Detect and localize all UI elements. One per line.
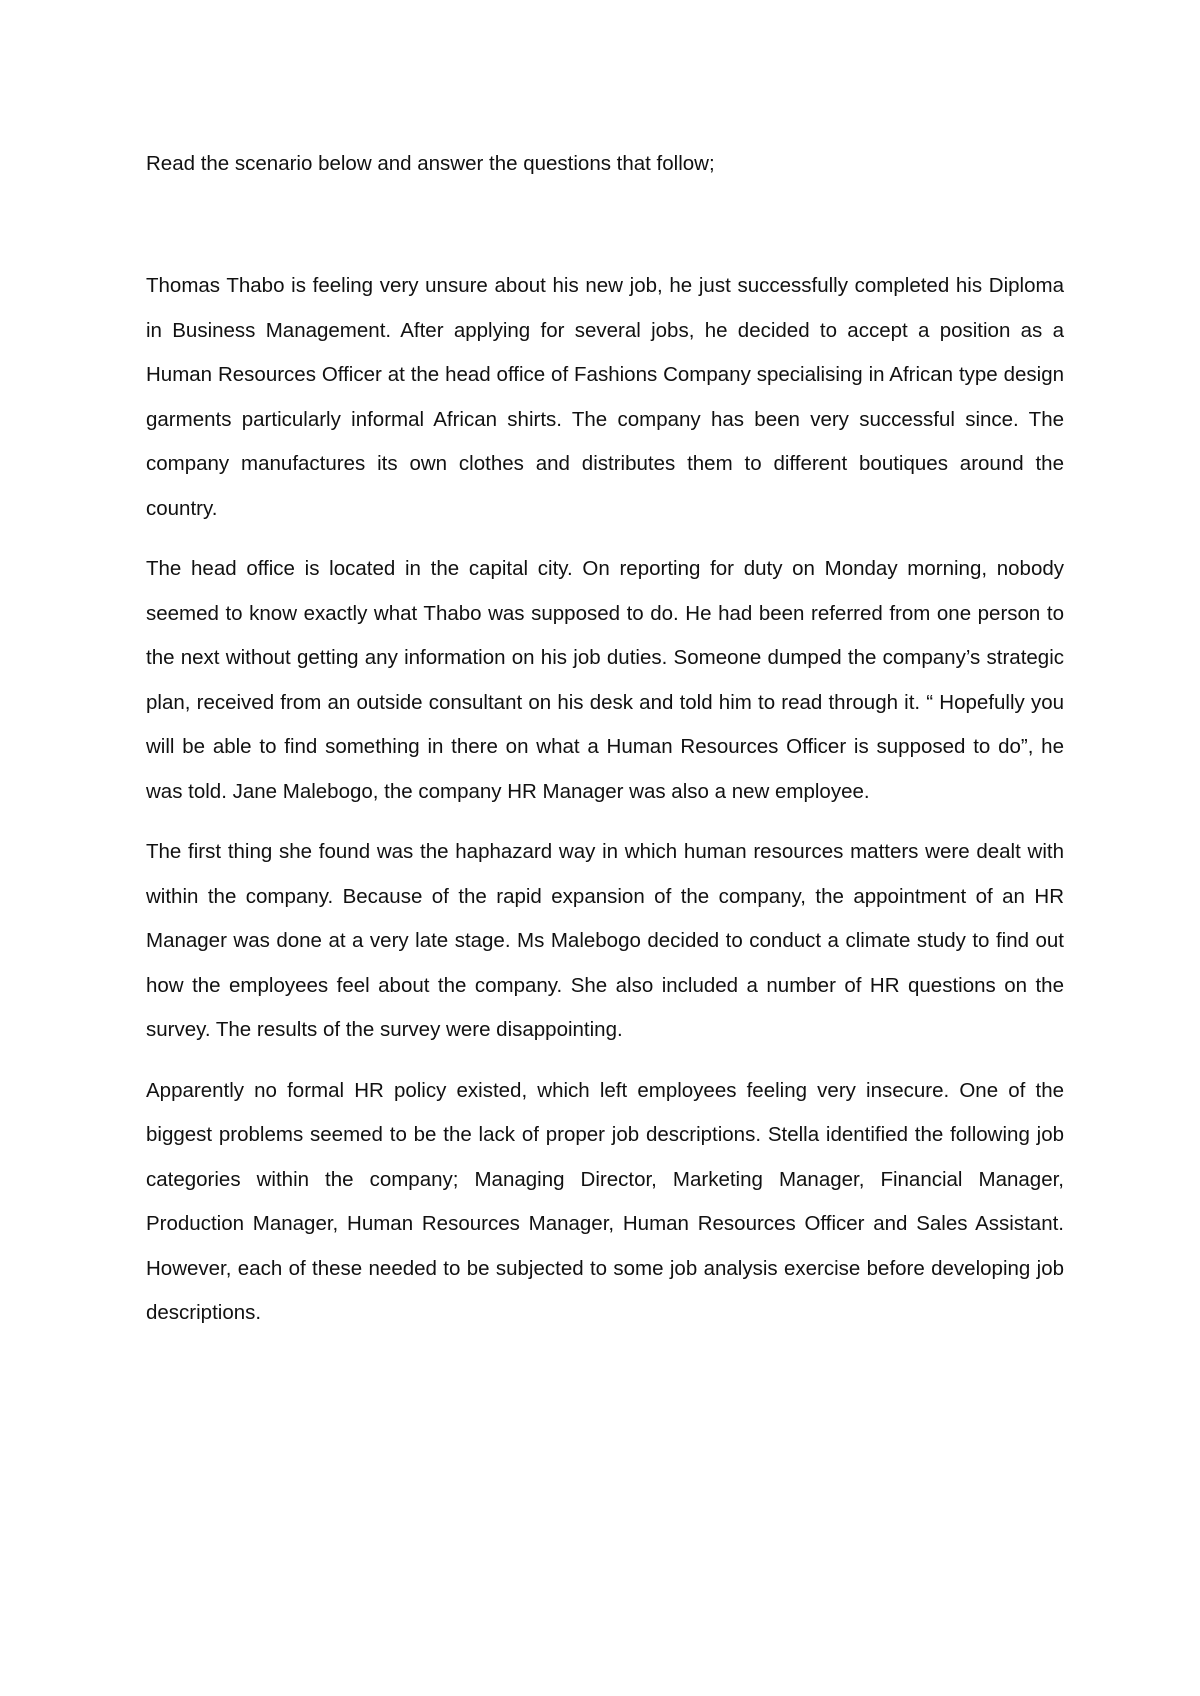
scenario-paragraph-3: The first thing she found was the haphazard way in which human resources matters were dealt with within the company. Because of the rapid expansion of the company, the appointment of an HR Manager was done at a very late stage. Ms Malebogo decided to conduct a climate study to find out how the employees feel about the company. She also included a number of HR questions on the survey. The results of the survey were disappointing. (146, 840, 1064, 1041)
document-body (146, 142, 1064, 1336)
scenario-paragraph-4: Apparently no formal HR policy existed, which left employees feeling very insecure. One of the biggest problems seemed to be the lack of proper job descriptions. Stella identified the following job categories within the company; Managing Director, Marketing Manager, Financial Manager, Production Manager, Human Resources Manager, Human Resources Officer and Sales Assistant. However, each of these needed to be subjected to some job analysis exercise before developing job descriptions. (146, 1078, 1064, 1324)
scenario-paragraph-1: Thomas Thabo is feeling very unsure about his new job, he just successfully completed his Diploma in Business Management. After applying for several jobs, he decided to accept a position as a Human Resources Officer at the head office of Fashions Company specialising in African type design garments particularly informal African shirts. The company has been very successful since. The company manufactures its own clothes and distributes them to different boutiques around the country. (146, 274, 1064, 520)
scenario-paragraph-2: The head office is located in the capital city. On reporting for duty on Monday morning, nobody seemed to know exactly what Thabo was supposed to do. He had been referred from one person to the next without getting any information on his job duties. Someone dumped the company’s strategic plan, received from an outside consultant on his desk and told him to read through it. “ Hopefully you will be able to find something in there on what a Human Resources Officer is supposed to do”, he was told. Jane Malebogo, the company HR Manager was also a new employee. (146, 557, 1064, 803)
blank-spacer (146, 186, 1064, 264)
instruction-line: Read the scenario below and answer the questions that follow; (146, 152, 715, 175)
